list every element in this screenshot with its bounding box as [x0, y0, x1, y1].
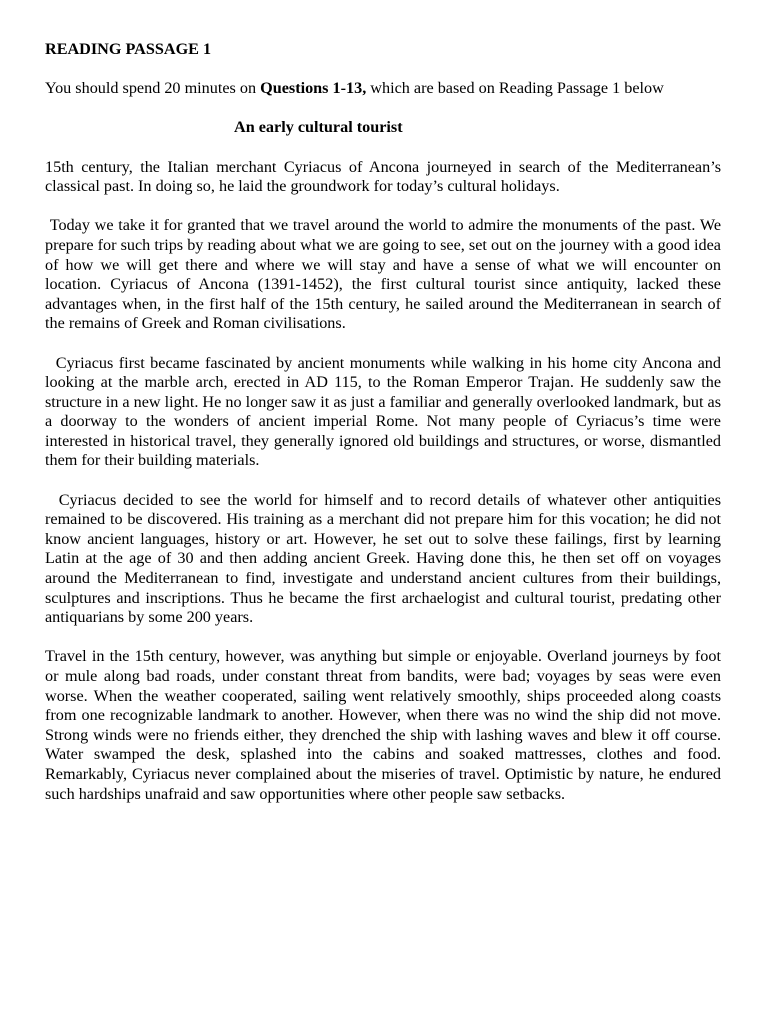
- paragraph-5: Travel in the 15th century, however, was anything but simple or enjoyable. Overland journeys by foot or mule along bad roads, under constant threat from bandits, were bad; voyages by seas were even worse. When the weather cooperated, sailing went relatively smoothly, ships proceeded along coasts from one recognizable landmark to another. However, when there was no wind the ship did not move. Strong winds were no friends either, they drenched the ship with lashing waves and blew it off course. Water swamped the desk, splashed into the cabins and soaked mattresses, clothes and food. Remarkably, Cyriacus never complained about the miseries of travel. Optimistic by nature, he endured such hardships unafraid and saw opportunities where other people saw setbacks.: [45, 647, 726, 803]
- instruction-after: which are based on Reading Passage 1 below: [366, 79, 664, 98]
- instruction-text: [45, 79, 721, 99]
- passage-title: An early cultural tourist: [234, 118, 403, 137]
- paragraph-3: Cyriacus first became fascinated by ancient monuments while walking in his home city Ancona and looking at the marble arch, erected in AD 115, to the Roman Emperor Trajan. He suddenly saw the structure in a new light. He no longer saw it as just a familiar and generally overlooked landmark, but as a doorway to the wonders of ancient imperial Rome. Not many people of Cyriacus’s time were interested in historical travel, they generally ignored old buildings and structures, or worse, dismantled them for their building materials.: [45, 353, 726, 470]
- paragraph-1: 15th century, the Italian merchant Cyriacus of Ancona journeyed in search of the Mediterranean’s classical past. In doing so, he laid the groundwork for today’s cultural holidays.: [45, 157, 726, 196]
- section-heading: READING PASSAGE 1: [45, 40, 212, 58]
- instruction-before: You should spend 20 minutes on: [45, 79, 261, 98]
- paragraph-4: Cyriacus decided to see the world for himself and to record details of whatever other antiquities remained to be discovered. His training as a merchant did not prepare him for this vocation; he did not know ancient languages, history or art. However, he set out to solve these failings, first by learning Latin at the age of 30 and then adding ancient Greek. Having done this, he then set off on voyages around the Mediterranean to find, investigate and understand ancient cultures from their buildings, sculptures and inscriptions. Thus he became the first archaelogist and cultural tourist, predating other antiquarians by some 200 years.: [45, 490, 726, 627]
- instruction-bold: Questions 1-13,: [260, 79, 367, 98]
- paragraph-2: Today we take it for granted that we travel around the world to admire the monuments of the past. We prepare for such trips by reading about what we are going to see, set out on the journey with a good idea of how we will get there and where we will stay and have a sense of what we will encounter on location. Cyriacus of Ancona (1391-1452), the first cultural tourist since antiquity, lacked these advantages when, in the first half of the 15th century, he sailed around the Mediterranean in search of the remains of Greek and Roman civilisations.: [45, 216, 726, 333]
- document-page: [45, 40, 726, 824]
